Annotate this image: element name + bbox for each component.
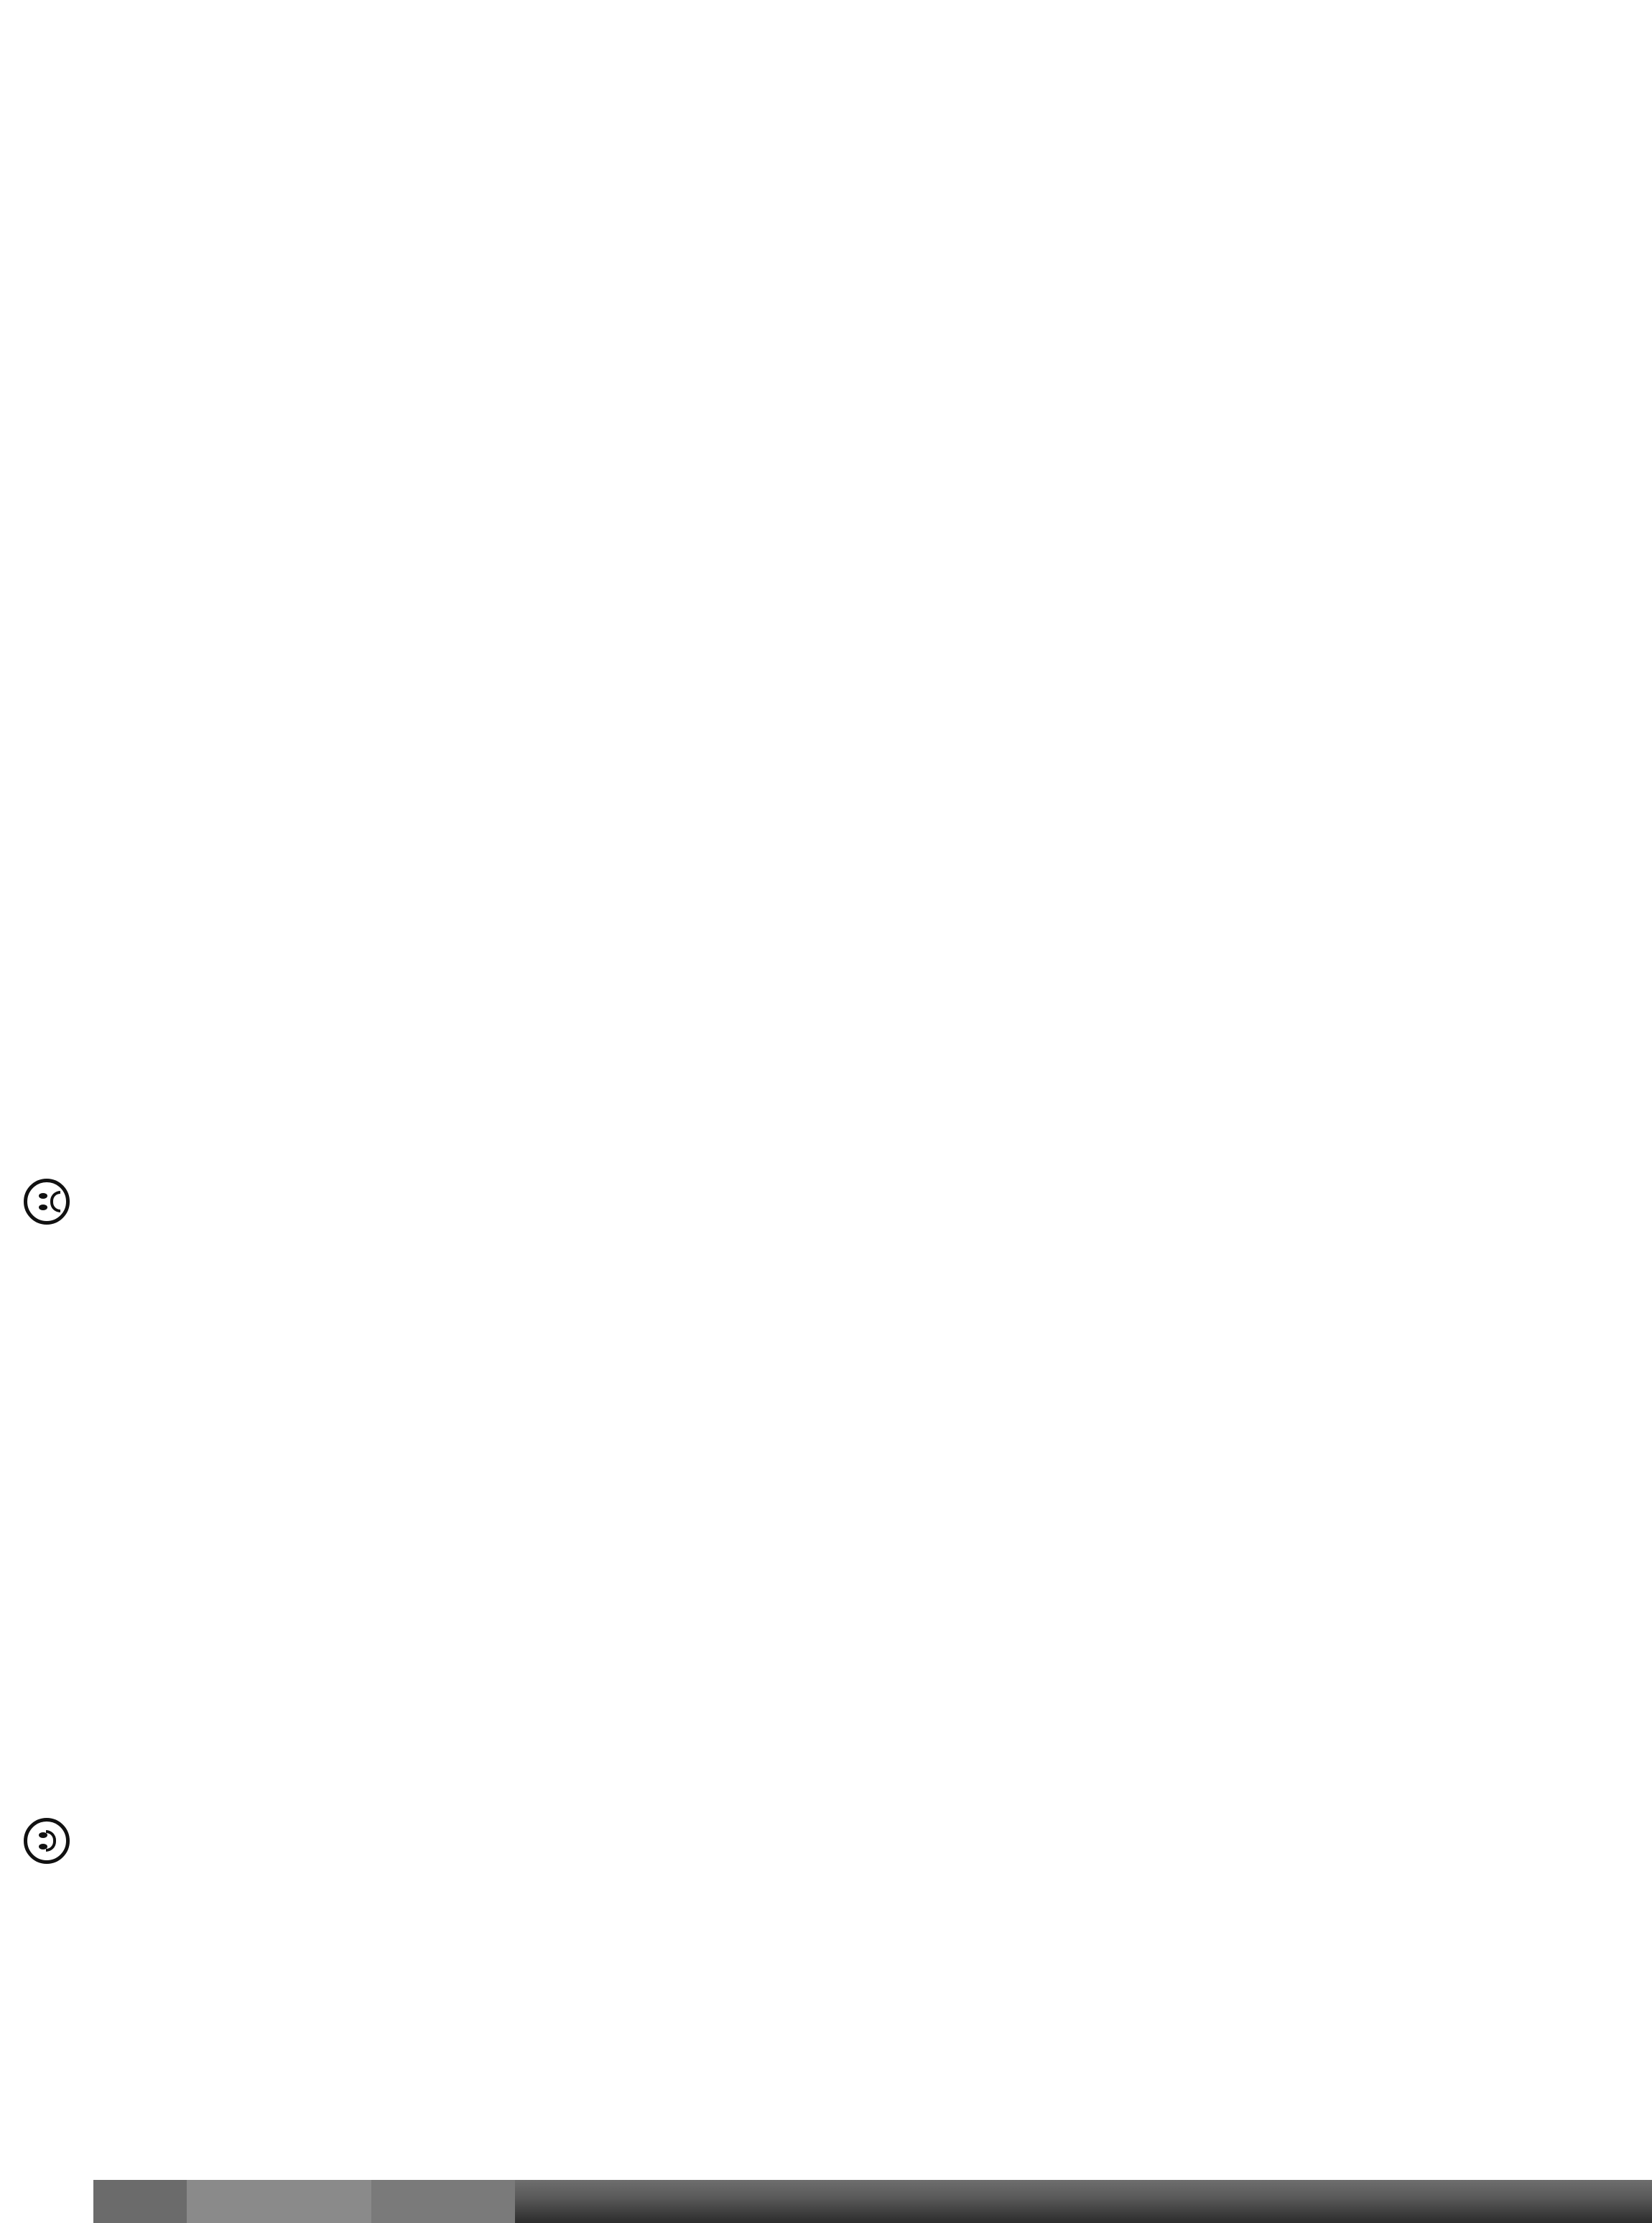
section-band-glass [93, 2180, 187, 2223]
header-no [0, 1173, 93, 1225]
table-header [0, 0, 93, 2180]
header-yes [0, 1812, 93, 1864]
section-band-plastic [371, 2180, 515, 2223]
section-band-paper [515, 2180, 1652, 2223]
material-table [93, 0, 1652, 2180]
section-band-metal [187, 2180, 371, 2223]
section-bands [0, 2180, 1652, 2223]
smiley-face-icon [24, 1818, 70, 1864]
frowny-face-icon [24, 1179, 70, 1225]
